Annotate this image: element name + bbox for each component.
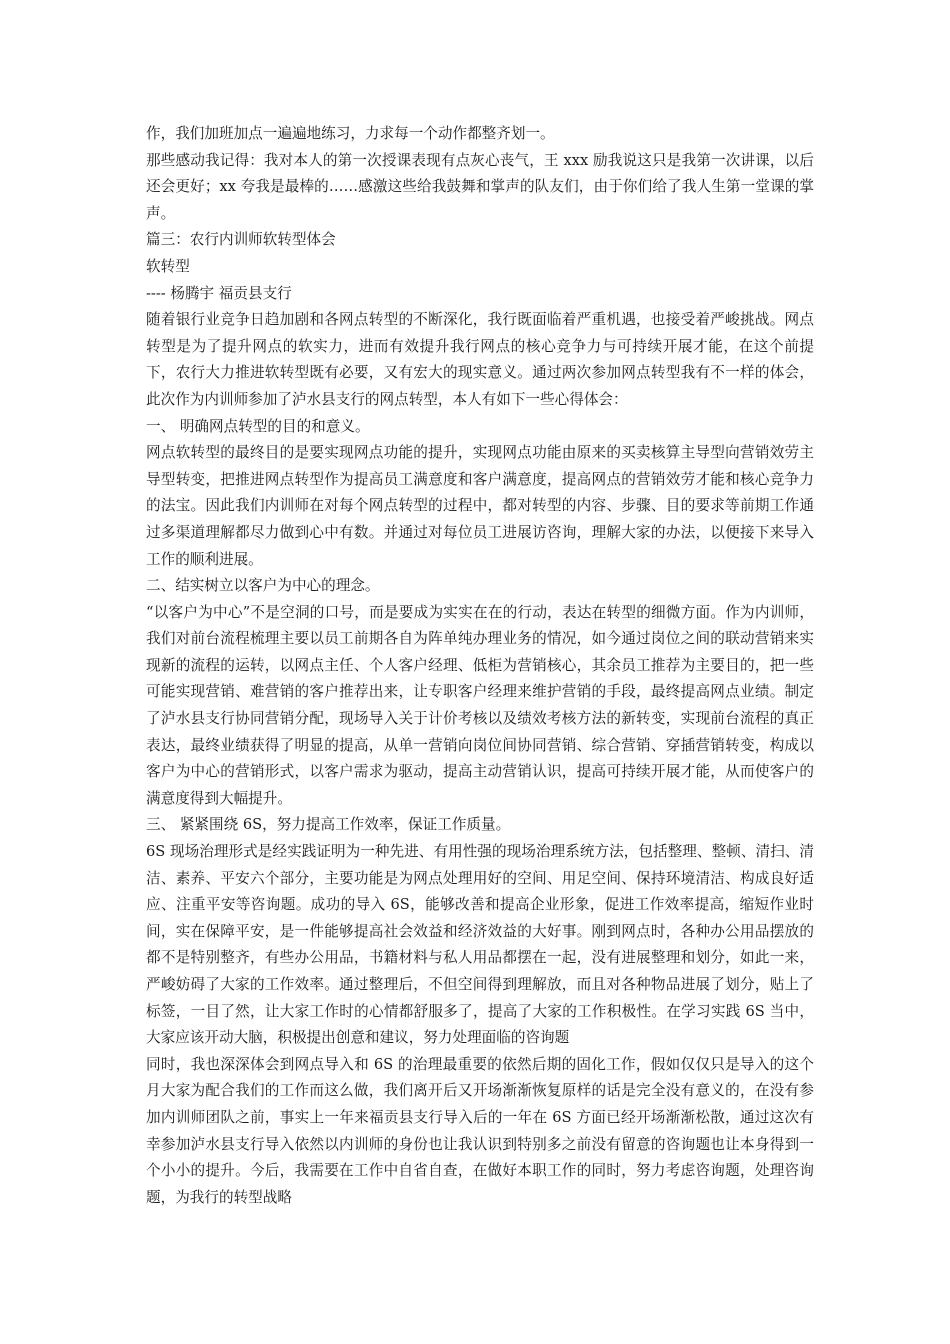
point-heading-3: 三、 紧紧围绕 6S，努力提高工作效率，保证工作质量。: [146, 816, 511, 834]
paragraph-consolidation: 同时，我也深深体会到网点导入和 6S 的治理最重要的依然后期的固化工作，假如仅仅只是导入的这个月大家为配合我们的工作而这么做，我们离开后又开场渐渐恢复原样的话是完全没有意义的，在没有参加内训师团队之前，事实上一年来福贡县支行导入后的一年在 6S 方面已经开场渐渐松散，通过这次有幸参加泸水县支行导入依然以内训师的身份也让我认识到特别多之前没有留意的咨询题也让本身得到一个小小的提升。今后，我需要在工作中自省自查，在做好本职工作的同时，努力考虑咨询题，处理咨询题，为我行的转型战略: [146, 1055, 814, 1206]
article-author: ---- 杨腾宇 福贡县支行: [146, 284, 292, 302]
point-heading-1: 一、 明确网点转型的目的和意义。: [146, 417, 370, 435]
section-heading: 篇三：农行内训师软转型体会: [146, 231, 336, 249]
paragraph-memories: 那些感动我记得：我对本人的第一次授课表现有点灰心丧气，王 xxx 励我说这只是我第一次讲课，以后还会更好；xx 夸我是最棒的……感激这些给我鼓舞和掌声的队友们，由于你们给了我人生第一堂课的掌声。: [146, 151, 814, 222]
paragraph-intro: 随着银行业竞争日趋加剧和各网点转型的不断深化，我行既面临着严重机遇，也接受着严峻挑战。网点转型是为了提升网点的软实力，进而有效提升我行网点的核心竞争力与可持续开展才能，在这个前提下，农行大力推进软转型既有必要，又有宏大的现实意义。通过两次参加网点转型我有不一样的体会，此次作为内训师参加了泸水县支行的网点转型，本人有如下一些心得体会：: [146, 311, 814, 408]
point-heading-2: 二、结实树立以客户为中心的理念。: [146, 577, 380, 595]
paragraph-continuation: 作，我们加班加点一遍遍地练习，力求每一个动作都整齐划一。: [146, 125, 555, 142]
paragraph-point-1: 网点软转型的最终目的是要实现网点功能的提升，实现网点功能由原来的买卖核算主导型向营销效劳主导型转变，把推进网点转型作为提高员工满意度和客户满意度，提高网点的营销效劳才能和核心竞争力的法宝。因此我们内训师在对每个网点转型的过程中，都对转型的内容、步骤、目的要求等前期工作通过多渠道理解都尽力做到心中有数。并通过对每位员工进展访咨询，理解大家的办法，以便接下来导入工作的顺利进展。: [146, 444, 814, 568]
paragraph-point-2: “以客户为中心”不是空洞的口号，而是要成为实实在在的行动，表达在转型的细微方面。作为内训师，我们对前台流程梳理主要以员工前期各自为阵单纯办理业务的情况，如今通过岗位之间的联动营销来实现新的流程的运转，以网点主任、个人客户经理、低柜为营销核心，其余员工推荐为主要目的，把一些可能实现营销、难营销的客户推荐出来，让专职客户经理来维护营销的手段，最终提高网点业绩。制定了泸水县支行协同营销分配，现场导入关于计价考核以及绩效考核方法的新转变，实现前台流程的真正表达，最终业绩获得了明显的提高，从单一营销向岗位间协同营销、综合营销、穿插营销转变，构成以客户为中心的营销形式，以客户需求为驱动，提高主动营销认识，提高可持续开展才能，从而使客户的满意度得到大幅提升。: [146, 603, 814, 807]
paragraph-6s: 6S 现场治理形式是经实践证明为一种先进、有用性强的现场治理系统方法，包括整理、整顿、清扫、清洁、素养、平安六个部分，主要功能是为网点处理用好的空间、用足空间、保持环境清洁、构成良好适应、注重平安等咨询题。成功的导入 6S，能够改善和提高企业形象，促进工作效率提高，缩短作业时间，实在保障平安，是一件能够提高社会效益和经济效益的大好事。刚到网点时，各种办公用品摆放的都不是特别整齐，有些办公用品，书籍材料与私人用品都摆在一起，没有进展整理和划分，如此一来，严峻妨碍了大家的工作效率。通过整理后，不但空间得到理解放，而且对各种物品进展了划分，贴上了标签，一目了然，让大家工作时的心情都舒服多了，提高了大家的工作积极性。在学习实践 6S 当中，大家应该开动大脑，积极提出创意和建议，努力处理面临的咨询题: [146, 843, 814, 1047]
document-body: [146, 121, 814, 1211]
article-title: 软转型: [146, 257, 190, 275]
